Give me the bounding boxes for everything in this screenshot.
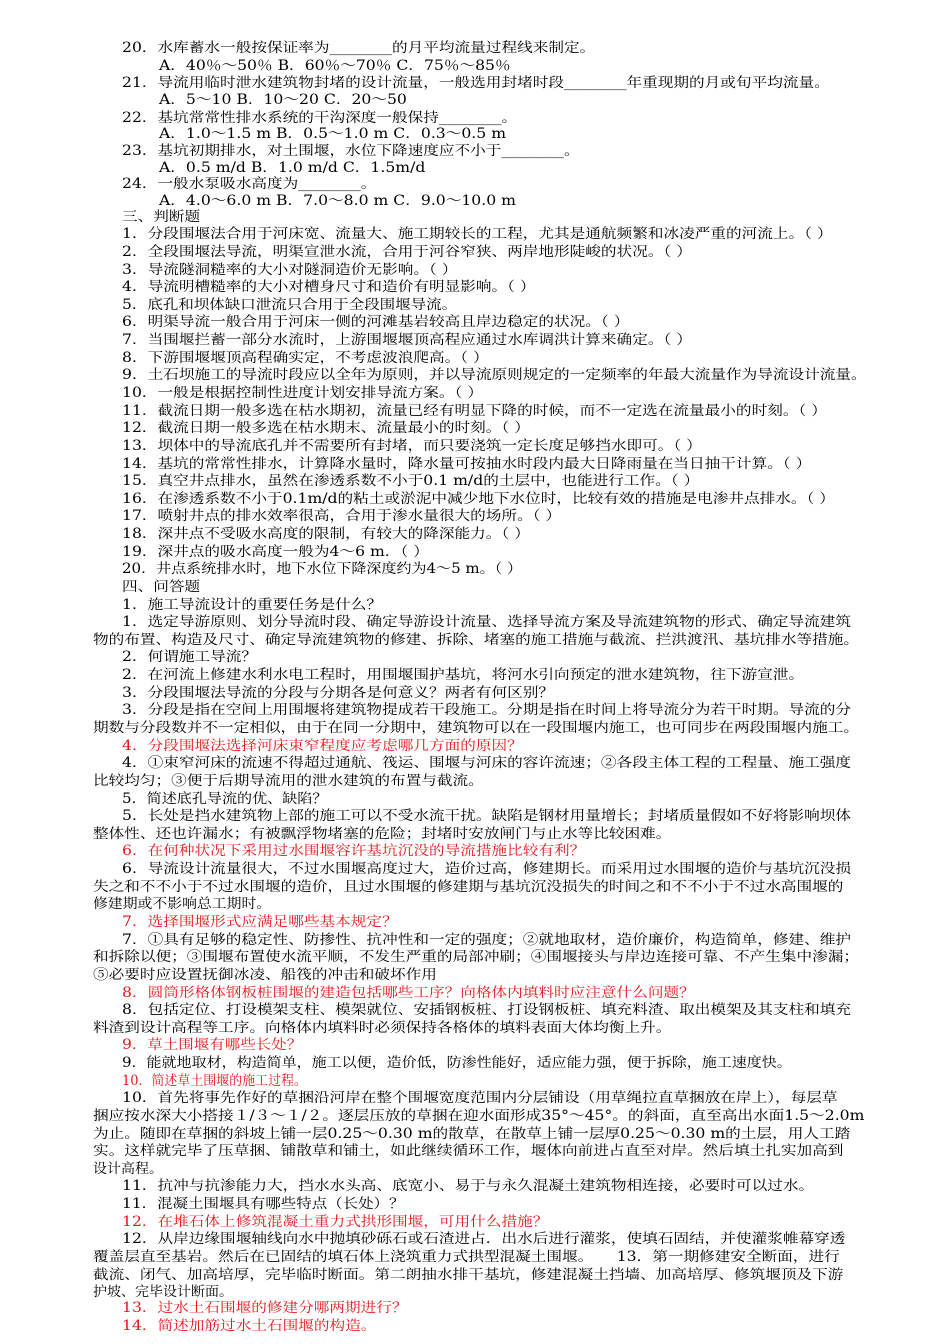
question-line: 7．选择围堰形式应满足哪些基本规定？ bbox=[122, 914, 398, 930]
text-line: 10．一般是根据控制性进度计划安排导流方案。（ ） bbox=[122, 385, 483, 401]
question-line: 8．圆筒形格体钢板桩围堰的建造包括哪些工序？向格体内填料时应注意什么问题？ bbox=[122, 985, 695, 1001]
question-line: 10．简述草土围堰的施工过程。 bbox=[122, 1073, 308, 1089]
text-line: 16．在渗透系数不小于0.1m/d的粘土或淤泥中减少地下水位时，比较有效的措施是电渗井点排水。（ ） bbox=[122, 491, 835, 507]
text-line: 11．混凝土围堰具有哪些特点（长处）？ bbox=[122, 1196, 405, 1212]
text-line: 12．从岸边缘围堰轴线向水中抛填砂砾石或石渣进占．出水后进行灌浆，使填石固结，并使灌浆帷幕穿透 bbox=[122, 1231, 846, 1247]
text-line: 20．井点系统排水时，地下水位下降深度约为4～5 m。（ ） bbox=[122, 561, 522, 577]
text-line: 设计高程。 bbox=[93, 1161, 163, 1177]
text-line: 15．真空井点排水，虽然在渗透系数不小于0.1 m/d的土层中，也能进行工作。（ ） bbox=[122, 473, 700, 489]
text-line: 21．导流用临时泄水建筑物封堵的设计流量，一般选用封堵时段________年重现期的月或旬平均流量。 bbox=[122, 75, 830, 91]
text-line: 1．选定导游原则、划分导流时段、确定导游设计流量、选择导流方案及导流建筑物的形式、确定导流建筑 bbox=[122, 614, 852, 630]
text-line: 8．下游围堰堰顶高程确实定，不考虑波浪爬高。（ ） bbox=[122, 350, 489, 366]
text-line: 1．施工导流设计的重要任务是什么？ bbox=[122, 597, 383, 613]
text-line: 23．基坑初期排水，对土围堰，水位下降速度应不小于________。 bbox=[122, 143, 580, 159]
text-line: A．40％～50％ B．60％～70％ C．75％～85％ bbox=[159, 58, 511, 74]
text-line: 整体性、还也许漏水；有被飘浮物堵塞的危险；封堵时安放闸门与止水等比较困难。 bbox=[93, 826, 672, 842]
text-line: 比较均匀；③便于后期导流用的泄水建筑的布置与截流。 bbox=[93, 773, 484, 789]
text-line: 14．基坑的常常性排水，计算降水量时，降水量可按抽水时段内最大日降雨量在当日抽干计算。（ ） bbox=[122, 456, 812, 472]
text-line: 12．截流日期一般多选在枯水期末、流量最小的时刻。（ ） bbox=[122, 420, 530, 436]
text-line: 护坡、完毕设计断面。 bbox=[93, 1284, 233, 1300]
text-line: ⑤必要时应设置抚御冰凌、船筏的冲击和破坏作用 bbox=[93, 967, 437, 983]
text-line: 期数与分段数并不一定相似，由于在同一分期中，建筑物可以在一段围堰内施工，也可同步在两段围堰内施工。 bbox=[93, 720, 860, 736]
text-line: A．0.5 m/d B．1.0 m/d C．1.5m/d bbox=[159, 160, 426, 176]
question-line: 13．过水土石围堰的修建分哪两期进行？ bbox=[122, 1300, 408, 1316]
text-line: 3．分段围堰法导流的分段与分期各是何意义？两者有何区别？ bbox=[122, 685, 555, 701]
text-line: 9．能就地取材，构造简单，施工以便，造价低，防渗性能好，适应能力强，便于拆除，施工速度快。 bbox=[122, 1055, 792, 1071]
text-line: 22．基坑常常性排水系统的干沟深度一般保持________。 bbox=[122, 110, 518, 126]
text-line: 18．深井点不受吸水高度的限制，有较大的降深能力。（ ） bbox=[122, 526, 530, 542]
question-line: 9．草土围堰有哪些长处？ bbox=[122, 1037, 303, 1053]
text-line: 捆应按水深大小搭接１/３～１/２。逐层压放的草捆在迎水面形成35°～45°。的斜面，直至高出水面1.5～2.0m bbox=[93, 1108, 865, 1124]
question-line: 12．在堆石体上修筑混凝土重力式拱形围堰，可用什么措施？ bbox=[122, 1214, 549, 1230]
text-line: 5．底孔和坝体缺口泄流只合用于全段围堰导流。 bbox=[122, 297, 458, 313]
text-line: 2．在河流上修建水利水电工程时，用围堰围护基坑，将河水引向预定的泄水建筑物，往下游宣泄。 bbox=[122, 667, 805, 683]
text-line: 四、问答题 bbox=[122, 579, 201, 595]
text-line: A．1.0～1.5 m B．0.5～1.0 m C．0.3～0.5 m bbox=[159, 126, 507, 142]
text-line: 3．导流隧洞糙率的大小对隧洞造价无影响。（ ） bbox=[122, 262, 458, 278]
question-line: 4．分段围堰法选择河床束窄程度应考虑哪几方面的原因？ bbox=[122, 738, 523, 754]
text-line: 实。这样就完毕了压草捆、铺散草和铺土，如此继续循环工作，堰体向前进占直至对岸。然后填土扎实加高到 bbox=[93, 1143, 844, 1159]
text-line: 失之和不不小于不过水围堰的造价，且过水围堰的修建期与基坑沉没损失的时间之和不不小于不过水高围堰的 bbox=[93, 879, 844, 895]
text-line: 6．明渠导流一般合用于河床一侧的河滩基岩较高且岸边稳定的状况。（ ） bbox=[122, 314, 630, 330]
text-line: 7．①具有足够的稳定性、防掺性、抗冲性和一定的强度；②就地取材，造价廉价，构造简单，修建、维护 bbox=[122, 932, 852, 948]
text-line: 5．长处是挡水建筑物上部的施工可以不受水流干扰。缺陷是钢材用量增长；封堵质量假如不好将影响坝体 bbox=[122, 808, 852, 824]
text-line: 17．喷射井点的排水效率很高，合用于渗水量很大的场所。（ ） bbox=[122, 508, 562, 524]
text-line: 料渣到设计高程等工序。向格体内填料时必须保持各格体的填料表面大体均衡上升。 bbox=[93, 1020, 672, 1036]
text-line: A．5～10 B．10～20 C．20～50 bbox=[159, 92, 407, 108]
text-line: 4．①束窄河床的流速不得超过通航、筏运、围堰与河床的容许流速；②各段主体工程的工程量、施工强度 bbox=[122, 755, 852, 771]
text-line: 7．当围堰拦蓄一部分水流时，上游围堰堰顶高程应通过水库调洪计算来确定。（ ） bbox=[122, 332, 692, 348]
text-line: 6．导流设计流量很大，不过水围堰高度过大，造价过高，修建期长。而采用过水围堰的造价与基坑沉没损 bbox=[122, 861, 852, 877]
text-line: 为止。随即在草捆的斜坡上铺一层0.25～0.30 m的散草，在散草上铺一层厚0.25～0.30 m的土层，用人工踏 bbox=[93, 1126, 851, 1142]
text-line: 5．简述底孔导流的优、缺陷？ bbox=[122, 791, 328, 807]
text-line: 2．何谓施工导流？ bbox=[122, 649, 258, 665]
text-line: 和拆除以便；③围堰布置使水流平顺，不发生严重的局部冲刷；④围堰接头与岸边连接可靠、不产生集中渗漏； bbox=[93, 949, 860, 965]
text-line: 2．全段围堰法导流，明渠宣泄水流，合用于河谷窄狭、两岸地形陡峻的状况。（ ） bbox=[122, 244, 692, 260]
text-line: 11．抗冲与抗渗能力大，挡水水头高、底宽小、易于与永久混凝土建筑物相连接，必要时可以过水。 bbox=[122, 1178, 815, 1194]
text-line: 24．一般水泵吸水高度为________。 bbox=[122, 176, 377, 192]
text-line: 9．土石坝施工的导流时段应以全年为原则，并以导流原则规定的一定频率的年最大流量作为导流设计流量。 bbox=[122, 367, 867, 383]
text-line: 修建期或不影响总工期时。 bbox=[93, 896, 272, 912]
text-line: 1．分段围堰法合用于河床宽、流量大、施工期较长的工程，尤其是通航频繁和冰凌严重的河流上。（ ） bbox=[122, 226, 833, 242]
question-line: 14．简述加筋过水土石围堰的构造。 bbox=[122, 1318, 377, 1334]
text-line: 3．分段是指在空间上用围堰将建筑物提成若干段施工。分期是指在时间上将导流分为若干时期。导流的分 bbox=[122, 702, 852, 718]
text-line: 19．深井点的吸水高度一般为4～6 m．（ ） bbox=[122, 544, 429, 560]
text-line: 三、判断题 bbox=[122, 209, 201, 225]
text-line: 10．首先将事先作好的草捆沿河岸在整个围堰宽度范围内分层铺设（用草绳拉直草捆放在岸上），每层草 bbox=[122, 1090, 838, 1106]
text-line: 11．截流日期一般多选在枯水期初，流量已经有明显下降的时候，而不一定选在流量最小的时刻。（ ） bbox=[122, 403, 827, 419]
text-line: 截流、闭气、加高培厚，完毕临时断面。第二朗抽水排干基坑，修建混凝土挡墙、加高培厚、修筑堰顶及下游 bbox=[93, 1267, 844, 1283]
text-line: A．4.0～6.0 m B．7.0～8.0 m C．9.0～10.0 m bbox=[159, 193, 516, 209]
question-line: 6．在何种状况下采用过水围堰容许基坑沉没的导流措施比较有利？ bbox=[122, 843, 586, 859]
text-line: 物的布置、构造及尺寸、确定导流建筑物的修建、拆除、堵塞的施工措施与截流、拦洪渡汛、基坑排水等措施。 bbox=[93, 632, 860, 648]
text-line: 13．坝体中的导流底孔并不需要所有封堵，而只要浇筑一定长度足够挡水即可。（ ） bbox=[122, 438, 702, 454]
text-line: 20．水库蓄水一般按保证率为________的月平均流量过程线来制定。 bbox=[122, 40, 596, 56]
text-line: 4．导流明槽糙率的大小对槽身尺寸和造价有明显影响。（ ） bbox=[122, 279, 536, 295]
text-line: 覆盖层直至基岩。然后在已固结的填石体上浇筑重力式拱型混凝土围堰。 13．第一期修建安全断面，进行 bbox=[93, 1249, 840, 1265]
text-line: 8．包括定位、打设模架支柱、模架就位、安插钢板桩、打设钢板桩、填充料渣、取出模架及其支柱和填充 bbox=[122, 1002, 852, 1018]
